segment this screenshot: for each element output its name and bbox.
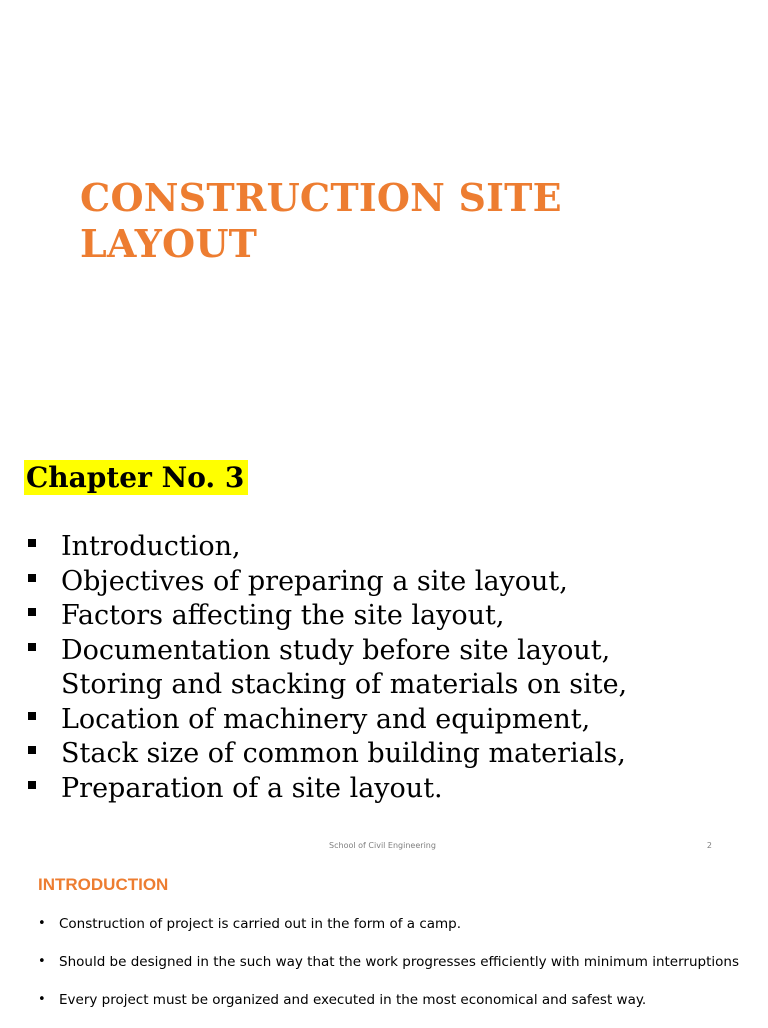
topic-text: Objectives of preparing a site layout, bbox=[61, 565, 568, 597]
topic-text: Documentation study before site layout, bbox=[61, 634, 611, 666]
square-bullet-icon bbox=[28, 781, 36, 789]
topic-text: Introduction, bbox=[61, 531, 241, 562]
introduction-heading: INTRODUCTION bbox=[38, 875, 169, 894]
topic-item bbox=[24, 530, 744, 565]
introduction-point bbox=[34, 914, 734, 952]
square-bullet-icon bbox=[28, 539, 36, 547]
topic-item bbox=[24, 668, 744, 703]
topic-item bbox=[24, 772, 744, 807]
introduction-bullet-list bbox=[34, 914, 739, 1028]
footer-school-name: School of Civil Engineering bbox=[329, 841, 436, 850]
topic-text: Preparation of a site layout. bbox=[61, 772, 443, 804]
topic-text: Location of machinery and equipment, bbox=[61, 703, 591, 735]
page-number: 2 bbox=[706, 841, 712, 850]
topic-item bbox=[24, 737, 744, 772]
square-bullet-icon bbox=[28, 746, 36, 754]
square-bullet-icon bbox=[28, 608, 36, 616]
square-bullet-icon bbox=[28, 643, 36, 651]
introduction-point bbox=[34, 952, 739, 990]
square-bullet-icon bbox=[28, 574, 36, 582]
chapter-topic-list bbox=[24, 530, 744, 806]
round-bullet-icon: • bbox=[38, 916, 46, 931]
topic-item bbox=[24, 634, 744, 669]
topic-text: Storing and stacking of materials on site, bbox=[61, 669, 628, 700]
topic-item bbox=[24, 599, 744, 634]
topic-item bbox=[24, 565, 744, 600]
slide-title: CONSTRUCTION SITE LAYOUT bbox=[80, 175, 562, 266]
topic-text: Factors affecting the site layout, bbox=[61, 600, 505, 631]
square-bullet-icon bbox=[28, 712, 36, 720]
introduction-point-text: Construction of project is carried out in the form of a camp. bbox=[59, 916, 462, 932]
round-bullet-icon: • bbox=[38, 992, 46, 1007]
topic-item bbox=[24, 703, 744, 738]
round-bullet-icon: • bbox=[38, 954, 46, 969]
chapter-label: Chapter No. 3 bbox=[24, 460, 248, 495]
introduction-point-text: Every project must be organized and executed in the most economical and safest way. bbox=[59, 992, 647, 1008]
topic-text: Stack size of common building materials, bbox=[61, 738, 626, 769]
introduction-point bbox=[34, 990, 734, 1028]
introduction-point-text: Should be designed in the such way that the work progresses efficiently with minimum interruptions bbox=[59, 954, 739, 970]
